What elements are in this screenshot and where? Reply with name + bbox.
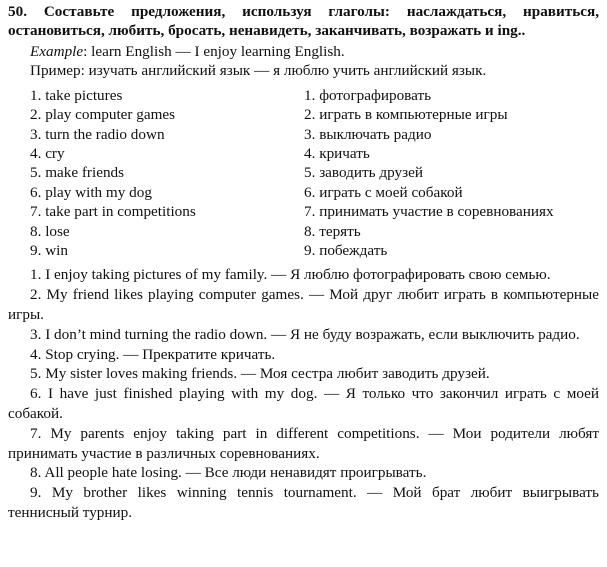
answer-item: 5. My sister loves making friends. — Моя сестра любит заводить друзей.: [30, 365, 490, 383]
example-line: [30, 42, 599, 61]
pair-ru: 6. играть с моей собакой: [304, 183, 463, 201]
exercise-title: 50. Составьте предложения, используя глаголы: наслаждаться, нравиться, остановиться, любить, бросать, ненавидеть, заканчивать, возражать и ing..: [8, 3, 599, 39]
pair-ru: 5. заводить друзей: [304, 164, 423, 182]
answer-item: 3. I don’t mind turning the radio down. — Я не буду возражать, если выключить радио.: [30, 325, 580, 343]
answers-list: [8, 265, 599, 522]
example-text: : learn English — I enjoy learning English.: [83, 43, 345, 60]
pair-en: 9. win: [30, 242, 68, 260]
pair-ru: 1. фотографировать: [304, 86, 432, 104]
pair-en: 2. play computer games: [30, 106, 176, 124]
answer-item: 6. I have just finished playing with my dog. — Я только что закончил играть с моей собакой.: [8, 385, 599, 423]
pair-ru: 9. побеждать: [304, 242, 388, 260]
example-label: Example: [30, 43, 84, 60]
pair-en: 7. take part in competitions: [30, 203, 196, 221]
pair-ru: 4. кричать: [304, 145, 370, 163]
example-ru-line: Пример: изучать английский язык — я люблю учить английский язык.: [30, 62, 487, 80]
pair-ru: 7. принимать участие в соревнованиях: [304, 203, 554, 221]
answer-item: 9. My brother likes winning tennis tournament. — Мой брат любит выигрывать теннисный турнир.: [8, 484, 599, 522]
pair-en: 6. play with my dog: [30, 183, 152, 201]
pair-en: 5. make friends: [30, 164, 125, 182]
verb-pairs-list: [30, 86, 599, 261]
pair-ru: 2. играть в компьютерные игры: [304, 106, 508, 124]
pair-en: 3. turn the radio down: [30, 125, 165, 143]
pair-ru: 8. терять: [304, 222, 361, 240]
answer-item: 4. Stop crying. — Прекратите кричать.: [30, 345, 276, 363]
answer-item: 7. My parents enjoy taking part in different competitions. — Мои родители любят принимать участие в различных соревнованиях.: [8, 424, 599, 462]
answer-item: 8. All people hate losing. — Все люди ненавидят проигрывать.: [30, 464, 427, 482]
pair-en: 8. lose: [30, 222, 70, 240]
answer-item: 1. I enjoy taking pictures of my family. — Я люблю фотографировать свою семью.: [30, 266, 551, 284]
pair-en: 1. take pictures: [30, 86, 123, 104]
pair-en: 4. cry: [30, 145, 65, 163]
pair-ru: 3. выключать радио: [304, 125, 432, 143]
answer-item: 2. My friend likes playing computer games. — Мой друг любит играть в компьютерные игры.: [8, 286, 599, 324]
